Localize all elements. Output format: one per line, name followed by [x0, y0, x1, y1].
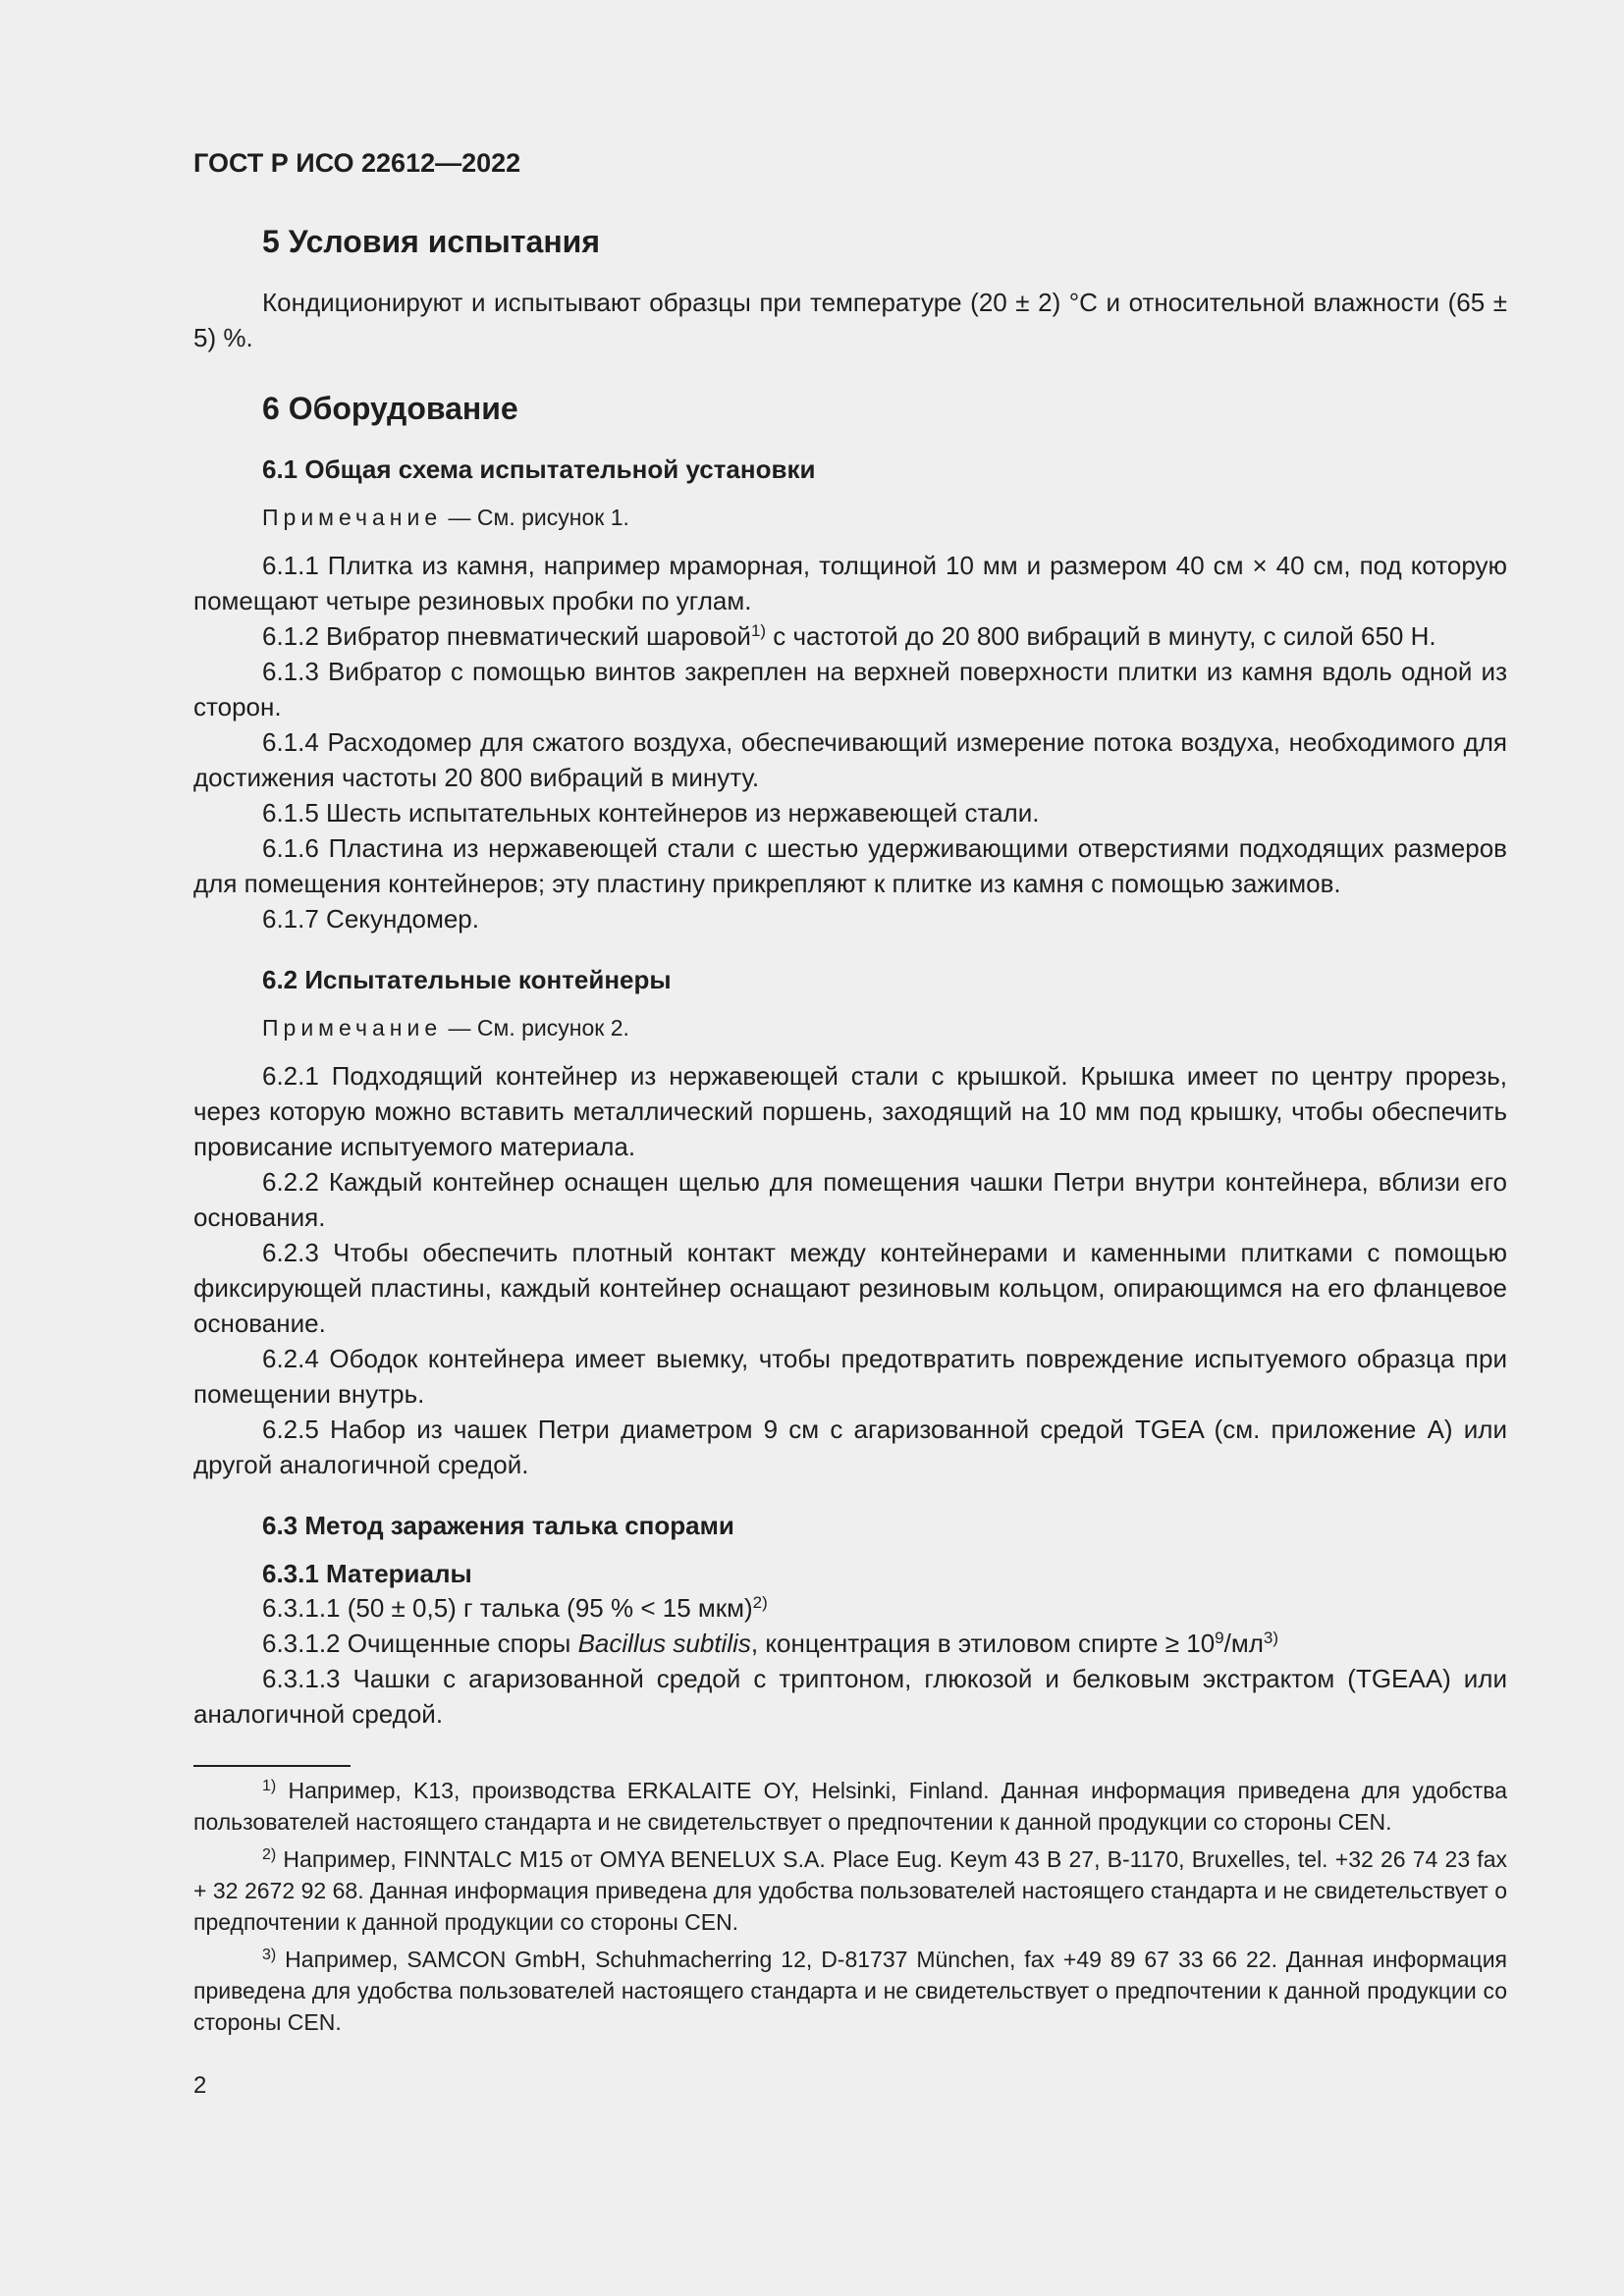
- section-6-title: 6 Оборудование: [262, 391, 518, 426]
- item-6-3-1-1: [193, 1590, 1507, 1626]
- section-6-3-title: 6.3 Метод заражения талька спорами: [262, 1511, 734, 1540]
- footnote-3: [193, 1944, 1507, 2038]
- note-text: — См. рисунок 2.: [442, 1015, 629, 1041]
- item-6-1-2: [193, 618, 1507, 654]
- section-5-text: Кондиционируют и испытывают образцы при температуре (20 ± 2) °С и относительной влажности (65 ± 5) %.: [193, 288, 1507, 352]
- item-6-2-5: 6.2.5 Набор из чашек Петри диаметром 9 см с агаризованной средой TGEA (см. приложение А) или другой аналогичной средой.: [193, 1415, 1507, 1479]
- item-6-3-1-2-text-a: 6.3.1.2 Очищенные споры: [262, 1629, 578, 1658]
- item-6-1-4: 6.1.4 Расходомер для сжатого воздуха, обеспечивающий измерение потока воздуха, необходимого для достижения частоты 20 800 вибраций в минуту.: [193, 727, 1507, 792]
- page-number: 2: [193, 2072, 207, 2099]
- section-6-3-1-title: 6.3.1 Материалы: [262, 1559, 472, 1588]
- item-6-3-1-2-text-c: /мл: [1223, 1629, 1264, 1658]
- species-name: Bacillus subtilis: [577, 1629, 751, 1658]
- item-6-3-1-2: [193, 1626, 1507, 1661]
- footnote-ref-3: 3): [1263, 1629, 1279, 1647]
- item-6-3-1-1-text: 6.3.1.1 (50 ± 0,5) г талька (95 % < 15 мкм): [262, 1593, 753, 1623]
- section-6-2-title: 6.2 Испытательные контейнеры: [262, 965, 672, 994]
- item-6-1-3: 6.1.3 Вибратор с помощью винтов закреплен на верхней поверхности плитки из камня вдоль одной из сторон.: [193, 657, 1507, 721]
- item-6-1-6: 6.1.6 Пластина из нержавеющей стали с шестью удерживающими отверстиями подходящих размеров для помещения контейнеров; эту пластину прикрепляют к плитке из камня с помощью зажимов.: [193, 833, 1507, 898]
- item-6-2-2: 6.2.2 Каждый контейнер оснащен щелью для помещения чашки Петри внутри контейнера, вблизи его основания.: [193, 1167, 1507, 1232]
- footnote-text: Например, K13, производства ERKALAITE OY, Helsinki, Finland. Данная информация приведена для удобства пользователей настоящего стандарта и не свидетельствует о предпочтении к данной продукции со стороны CEN.: [193, 1778, 1507, 1835]
- item-6-1-7: 6.1.7 Секундомер.: [262, 904, 479, 934]
- footnote-mark: 3): [262, 1947, 277, 1963]
- note-label: Примечание: [262, 505, 443, 530]
- footnote-divider: [193, 1765, 351, 1767]
- item-6-1-5: 6.1.5 Шесть испытательных контейнеров из нержавеющей стали.: [262, 798, 1040, 828]
- footnote-text: Например, FINNTALC M15 от OMYA BENELUX S.A. Place Eug. Keym 43 B 27, B-1170, Bruxelles, tel. +32 26 74 23 fax + 32 2672 92 68. Данная информация приведена для удобства пользователей настоящего стандарта и не свидетельствует о предпочтении к данной продукции со стороны CEN.: [193, 1846, 1507, 1935]
- item-6-1-1: 6.1.1 Плитка из камня, например мраморная, толщиной 10 мм и размером 40 см × 40 см, под которую помещают четыре резиновых пробки по углам.: [193, 551, 1507, 615]
- footnote-mark: 1): [262, 1778, 277, 1794]
- footnote-2: [193, 1843, 1507, 1938]
- item-6-2-1: 6.2.1 Подходящий контейнер из нержавеющей стали с крышкой. Крышка имеет по центру прорезь, через которую можно вставить металлический поршень, заходящий на 10 мм под крышку, чтобы обеспечить провисание испытуемого материала.: [193, 1061, 1507, 1161]
- item-6-3-1-3: 6.3.1.3 Чашки с агаризованной средой с триптоном, глюкозой и белковым экстрактом (TGEAA) или аналогичной средой.: [193, 1664, 1507, 1729]
- note-6-1: [262, 501, 1507, 534]
- document-code: ГОСТ Р ИСО 22612—2022: [193, 148, 521, 178]
- footnote-text: Например, SAMCON GmbH, Schuhmacherring 12, D-81737 München, fax +49 89 67 33 66 22. Данная информация приведена для удобства пользователей настоящего стандарта и не свидетельствует о предпочтении к данной продукции со стороны CEN.: [193, 1947, 1507, 2035]
- exponent: 9: [1215, 1629, 1224, 1647]
- section-5-title: 5 Условия испытания: [262, 224, 600, 259]
- note-text: — См. рисунок 1.: [442, 505, 629, 530]
- item-6-1-2-text-a: 6.1.2 Вибратор пневматический шаровой: [262, 621, 751, 651]
- item-6-1-2-text-b: с частотой до 20 800 вибраций в минуту, с силой 650 Н.: [766, 621, 1436, 651]
- note-6-2: [262, 1011, 1507, 1044]
- footnote-ref-1: 1): [750, 621, 767, 640]
- item-6-3-1-2-text-b: , концентрация в этиловом спирте ≥ 10: [750, 1629, 1216, 1658]
- item-6-2-4: 6.2.4 Ободок контейнера имеет выемку, чтобы предотвратить повреждение испытуемого образца при помещении внутрь.: [193, 1344, 1507, 1409]
- page-content: [193, 145, 1507, 2044]
- section-6-1-title: 6.1 Общая схема испытательной установки: [262, 454, 816, 484]
- item-6-2-3: 6.2.3 Чтобы обеспечить плотный контакт между контейнерами и каменными плитками с помощью фиксирующей пластины, каждый контейнер оснащают резиновым кольцом, опирающимся на его фланцевое основание.: [193, 1238, 1507, 1338]
- footnote-ref-2: 2): [752, 1593, 768, 1612]
- footnote-mark: 2): [262, 1846, 277, 1863]
- note-label: Примечание: [262, 1015, 443, 1041]
- footnote-1: [193, 1775, 1507, 1838]
